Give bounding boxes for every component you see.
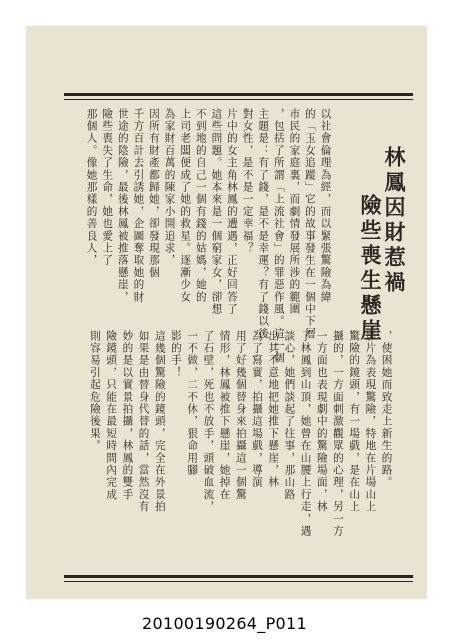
text-column: 出其不意地把她推下懸崖，林	[267, 330, 280, 489]
text-column: 妙的是以實景拍攝，林鳳的雙手	[121, 330, 134, 501]
text-column: 世途的陰險，最後林鳳被推落懸崖，	[116, 108, 129, 304]
text-column: 攝的，一方面刺激觀眾的心理，另一方	[331, 330, 344, 538]
text-column: 以社會倫理為經，而以緊張驚險為緯	[319, 108, 332, 304]
bottom-border-thin-rule	[64, 581, 413, 582]
text-column: 一方面也表現劇中的驚險場面，林	[315, 330, 328, 513]
article-title-line-1: 林鳳因財惹禍	[382, 146, 407, 296]
text-column: 因所有財產都歸她，卻發現那個	[147, 108, 160, 279]
bottom-border-rule	[64, 575, 413, 578]
text-column: 不到地的自己一個有錢的姑媽，她的	[194, 108, 207, 304]
text-column: 上司老闆便成了她的救星。逐漸少女	[179, 108, 192, 304]
text-column: 則容易引起危險後果。	[88, 330, 101, 452]
document-page	[26, 26, 427, 599]
top-border-thin-rule	[64, 99, 413, 100]
top-border-rule	[64, 93, 413, 96]
text-column: 影片為表現驚險，特地在片場山上	[364, 330, 377, 513]
text-column: 市民的家庭裏，而劇情發展所涉的範圍	[288, 108, 301, 316]
text-column: 險鏡頭，只能在最短時間內完成	[105, 330, 118, 501]
text-column: 片中的女主角林鳳的遭遇，正好回答了	[225, 108, 238, 316]
text-column: ，使困她而致走上新生的路。	[380, 330, 393, 489]
text-column: ，包括了所謂「上流社會」的罪惡作風。這一個	[272, 108, 285, 365]
text-column: 驚險的鏡頭，有一場戲，是在山上	[348, 330, 361, 513]
text-column: 用了好幾個替身來拍攝這一個驚	[234, 330, 247, 501]
text-column: 的「玉女追蹤」它的故事發生在一個中下層	[303, 108, 316, 340]
text-column: 一不做，二不休，狠命用腳	[186, 330, 199, 477]
text-column: 對女性，是不是一定幸福？	[241, 108, 254, 255]
text-column: 那個人。像她那樣的善良人，	[85, 108, 98, 267]
text-column: 了林鳳到山頂，她曾在山腰上行走，遇	[299, 330, 312, 538]
text-column: 險些喪失了生命，她也愛上了	[101, 108, 114, 267]
text-column: 了石壁，死也不放手，頭破血流，	[202, 330, 215, 513]
text-column: 為家財百萬的陳家小開追求，	[163, 108, 176, 267]
text-column: 千方百計去引誘她，企圖奪取她的財	[132, 108, 145, 304]
text-column: 如果是由替身代替的話，當然沒有	[137, 330, 150, 513]
text-column: 影的手！	[169, 330, 182, 379]
text-column: 主題是：有了錢，是不是幸運？有了錢以後	[257, 108, 270, 340]
text-column: 談心，她們談起了往事，那山路	[283, 330, 296, 501]
text-column: 這幾個驚險的鏡頭，完全在外景拍	[153, 330, 166, 513]
text-column: 這些問題。她本來是一個窮家女，卻想	[210, 108, 223, 316]
article-title-line-2: 險些喪生懸崖	[358, 194, 383, 344]
text-column: 為了寫實，拍攝這場戲，導演	[250, 330, 263, 489]
text-column: 情形，林鳳被推下懸崖，她掉在	[218, 330, 231, 501]
image-caption: 20100190264_P011	[142, 614, 307, 633]
